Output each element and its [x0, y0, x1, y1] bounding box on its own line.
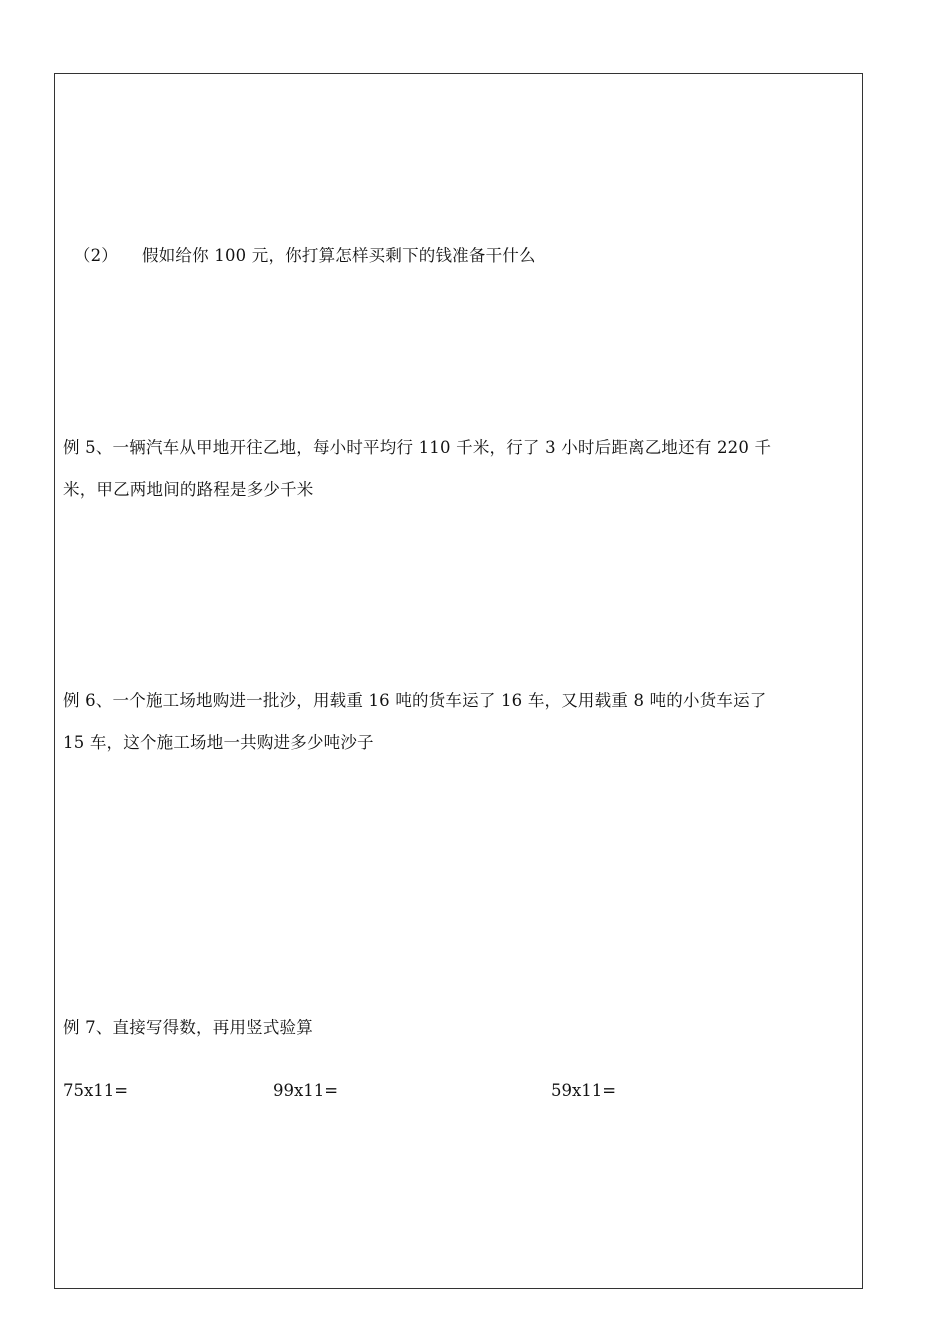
example-5-line-2: 米，甲乙两地间的路程是多少千米 — [63, 480, 314, 499]
calc-item-3: 59x11= — [551, 1081, 617, 1100]
calc-item-2: 99x11= — [273, 1081, 339, 1100]
calc-item-1: 75x11= — [63, 1081, 129, 1100]
example-6-line-1: 例 6、一个施工场地购进一批沙，用载重 16 吨的货车运了 16 车，又用载重 8 吨的小货车运了 — [63, 691, 767, 710]
example-6-line-2: 15 车，这个施工场地一共购进多少吨沙子 — [63, 733, 374, 752]
question-2 — [63, 226, 536, 266]
example-5-line-1: 例 5、一辆汽车从甲地开往乙地，每小时平均行 110 千米，行了 3 小时后距离乙地还有 220 千 — [63, 438, 772, 457]
question-2-label: （2） — [73, 246, 118, 265]
question-2-text: 假如给你 100 元，你打算怎样买剩下的钱准备干什么 — [142, 246, 536, 265]
example-7-title: 例 7、直接写得数，再用竖式验算 — [63, 1018, 313, 1037]
